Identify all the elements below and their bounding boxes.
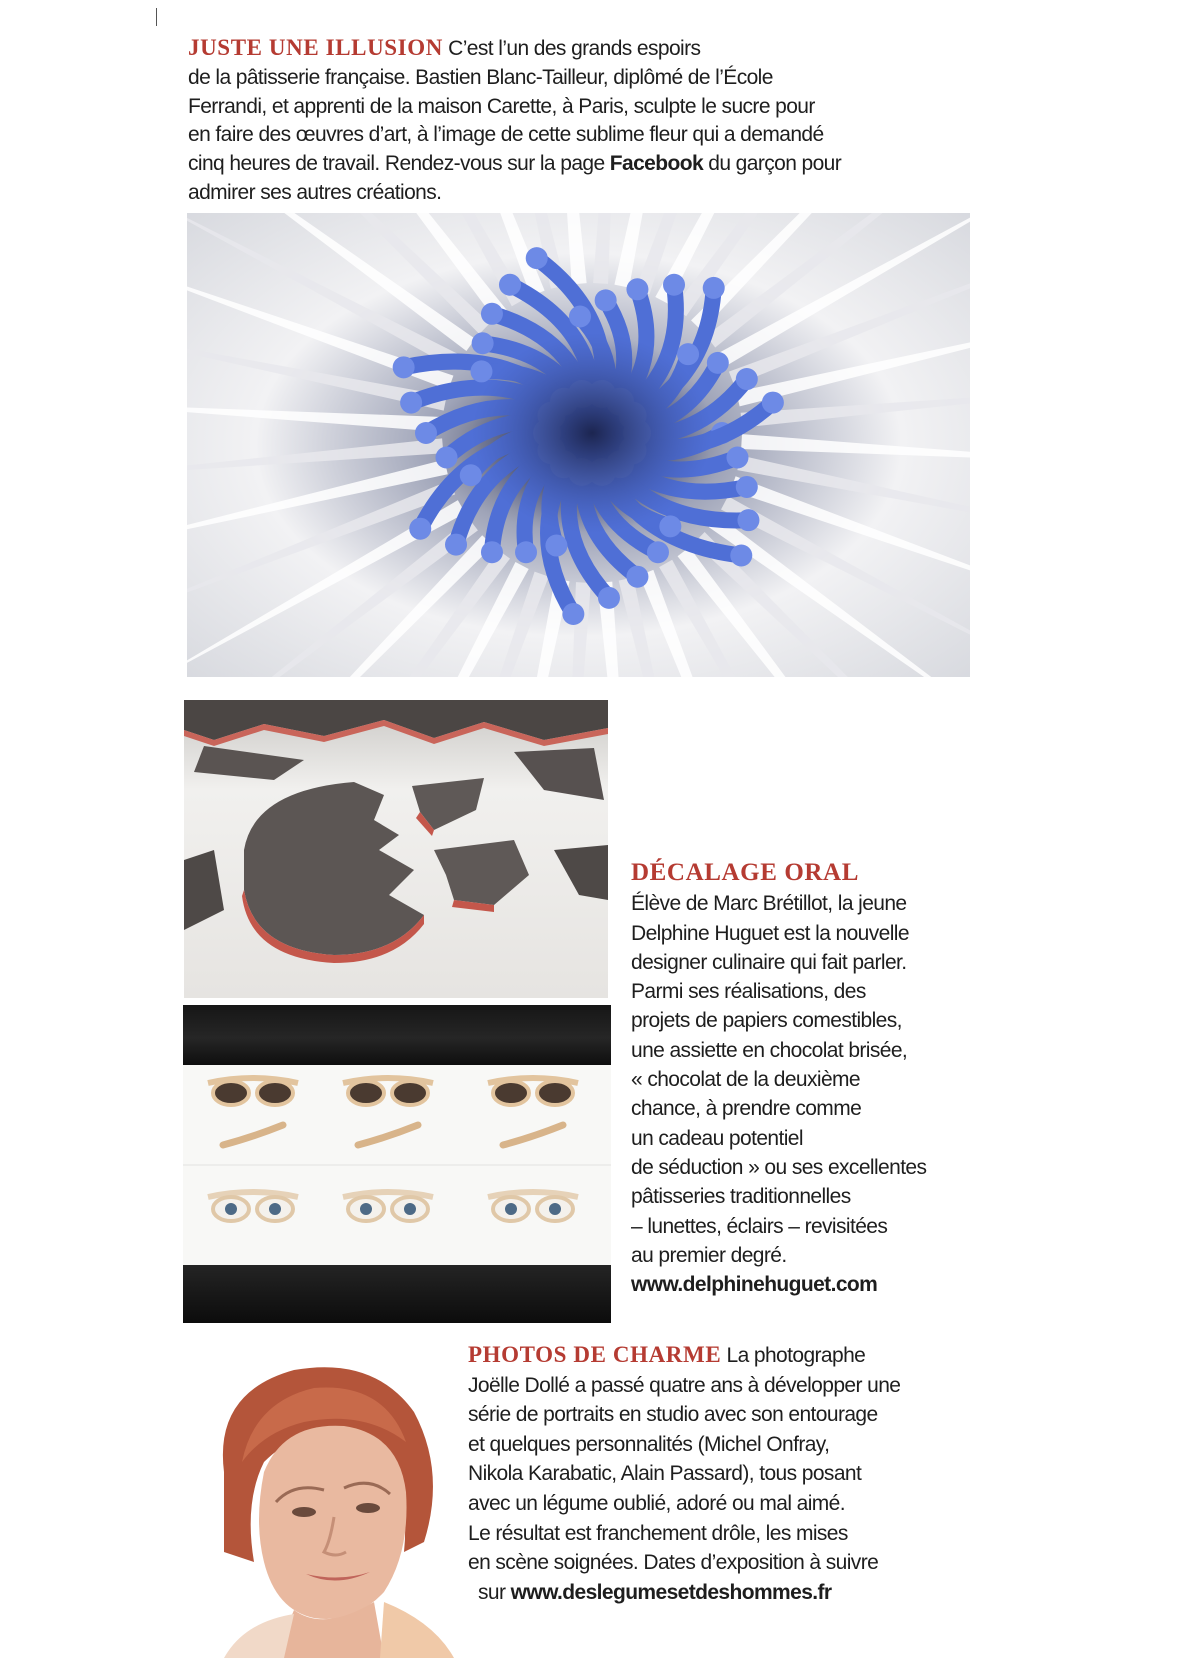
photo-band-bottom xyxy=(183,1265,611,1323)
text-line: Ferrandi, et apprenti de la maison Carette, à Paris, sculpte le sucre pour xyxy=(188,94,815,118)
tendril-tip xyxy=(470,360,492,382)
portrait-illustration xyxy=(184,1352,464,1658)
glasses-lens xyxy=(348,1081,384,1105)
text-line xyxy=(188,150,988,179)
text-line xyxy=(468,1578,988,1608)
tendril-tip xyxy=(569,305,591,327)
tendril-tip xyxy=(460,464,482,486)
glasses-lens xyxy=(493,1081,529,1105)
tendril-tip xyxy=(400,392,422,414)
article-decalage-oral xyxy=(631,858,991,1299)
eye-iris xyxy=(360,1203,372,1215)
text-line: admirer ses autres créations. xyxy=(188,180,442,204)
deslegumes-url[interactable]: www.deslegumesetdeshommes.fr xyxy=(510,1580,832,1604)
text-line: Joëlle Dollé a passé quatre ans à développer une xyxy=(468,1373,901,1397)
tendril-tip xyxy=(415,422,437,444)
tendril-tip xyxy=(737,509,759,531)
text-line: projets de papiers comestibles, xyxy=(631,1009,902,1033)
tendril-tip xyxy=(481,541,503,563)
tendril-tip xyxy=(562,603,584,625)
text-line: de la pâtisserie française. Bastien Blanc-Tailleur, diplômé de l’École xyxy=(188,65,773,89)
tendril-tip xyxy=(703,277,725,299)
tendril-tip xyxy=(626,278,648,300)
tendril-tip xyxy=(472,332,494,354)
text-line: de séduction » ou ses excellentes xyxy=(631,1155,927,1179)
tendril-tip xyxy=(499,274,521,296)
broken-plate-illustration xyxy=(184,700,608,998)
tendril-tip xyxy=(598,587,620,609)
tendril-tip xyxy=(515,541,537,563)
text-line: avec un légume oublié, adoré ou mal aimé. xyxy=(468,1491,845,1515)
tendril-tip xyxy=(393,356,415,378)
text-line xyxy=(188,34,988,64)
text-line: pâtisseries traditionnelles xyxy=(631,1185,851,1209)
article-juste-une-illusion xyxy=(188,34,988,208)
sugar-flower-photo xyxy=(187,213,970,677)
tendril-tip xyxy=(647,541,669,563)
glasses-lens xyxy=(213,1081,249,1105)
tendril-tip xyxy=(663,274,685,296)
text-line: série de portraits en studio avec son entourage xyxy=(468,1403,878,1427)
text-fragment: sur xyxy=(478,1580,511,1604)
tendril-tip xyxy=(726,446,748,468)
glasses-lens xyxy=(392,1081,428,1105)
tendril-tip xyxy=(659,515,681,537)
text-line: Nikola Karabatic, Alain Passard), tous posant xyxy=(468,1462,862,1486)
tendril-tip xyxy=(445,534,467,556)
text-line: Delphine Huguet est la nouvelle xyxy=(631,921,909,945)
text-fragment: La photographe xyxy=(721,1344,866,1367)
tendril-tip xyxy=(595,289,617,311)
eclair-glasses-photo xyxy=(183,1005,611,1323)
text-line: en scène soignées. Dates d’exposition à suivre xyxy=(468,1551,879,1575)
text-line xyxy=(468,1340,988,1371)
tendril-tip xyxy=(707,352,729,374)
eclair-glasses-illustration xyxy=(183,1065,611,1265)
tendril-tip xyxy=(545,535,567,557)
tendril-tip xyxy=(730,544,752,566)
tendril-tip xyxy=(736,476,758,498)
kicker-photos-de-charme: PHOTOS DE CHARME xyxy=(468,1342,722,1367)
text-line: et quelques personnalités (Michel Onfray, xyxy=(468,1432,830,1456)
eye-iris xyxy=(404,1203,416,1215)
photo-band-top xyxy=(183,1005,611,1065)
text-line: une assiette en chocolat brisée, xyxy=(631,1038,908,1062)
text-line: designer culinaire qui fait parler. xyxy=(631,950,907,974)
glasses-lens xyxy=(537,1081,573,1105)
tendril-tip xyxy=(409,518,431,540)
tendril-tip xyxy=(762,392,784,414)
text-line: Parmi ses réalisations, des xyxy=(631,980,866,1004)
tendril-tip xyxy=(677,343,699,365)
portrait-photo xyxy=(184,1352,464,1658)
tendril-tip xyxy=(481,303,503,325)
text-line: Le résultat est franchement drôle, les mises xyxy=(468,1521,848,1545)
broken-chocolate-plate-photo xyxy=(184,700,608,998)
text-line: un cadeau potentiel xyxy=(631,1126,803,1150)
tendril-tip xyxy=(626,566,648,588)
sugar-flower-illustration xyxy=(187,213,970,677)
eye-iris xyxy=(269,1203,281,1215)
kicker-juste-une-illusion: JUSTE UNE ILLUSION xyxy=(188,35,443,60)
tendril-tip xyxy=(526,247,548,269)
eye-iris xyxy=(225,1203,237,1215)
facebook-mention: Facebook xyxy=(609,152,704,176)
article-photos-de-charme xyxy=(468,1340,988,1607)
delphinehuguet-url[interactable]: www.delphinehuguet.com xyxy=(631,1273,878,1297)
glasses-lens xyxy=(257,1081,293,1105)
tendril-tip xyxy=(736,368,758,390)
text-line: Élève de Marc Brétillot, la jeune xyxy=(631,892,907,916)
page-edge-mark xyxy=(156,8,157,26)
text-fragment: C’est l’un des grands espoirs xyxy=(442,37,701,60)
text-line: – lunettes, éclairs – revisitées xyxy=(631,1214,888,1238)
text-line: « chocolat de la deuxième xyxy=(631,1068,860,1092)
text-fragment: du garçon pour xyxy=(703,152,842,176)
text-line: au premier degré. xyxy=(631,1243,787,1267)
tendril-tip xyxy=(436,446,458,468)
eye-iris xyxy=(505,1203,517,1215)
text-line: chance, à prendre comme xyxy=(631,1097,862,1121)
text-line: en faire des œuvres d’art, à l’image de cette sublime fleur qui a demandé xyxy=(188,123,824,147)
text-fragment: cinq heures de travail. Rendez-vous sur la page xyxy=(188,152,610,176)
kicker-decalage-oral: DÉCALAGE ORAL xyxy=(631,859,859,886)
eye-iris xyxy=(549,1203,561,1215)
